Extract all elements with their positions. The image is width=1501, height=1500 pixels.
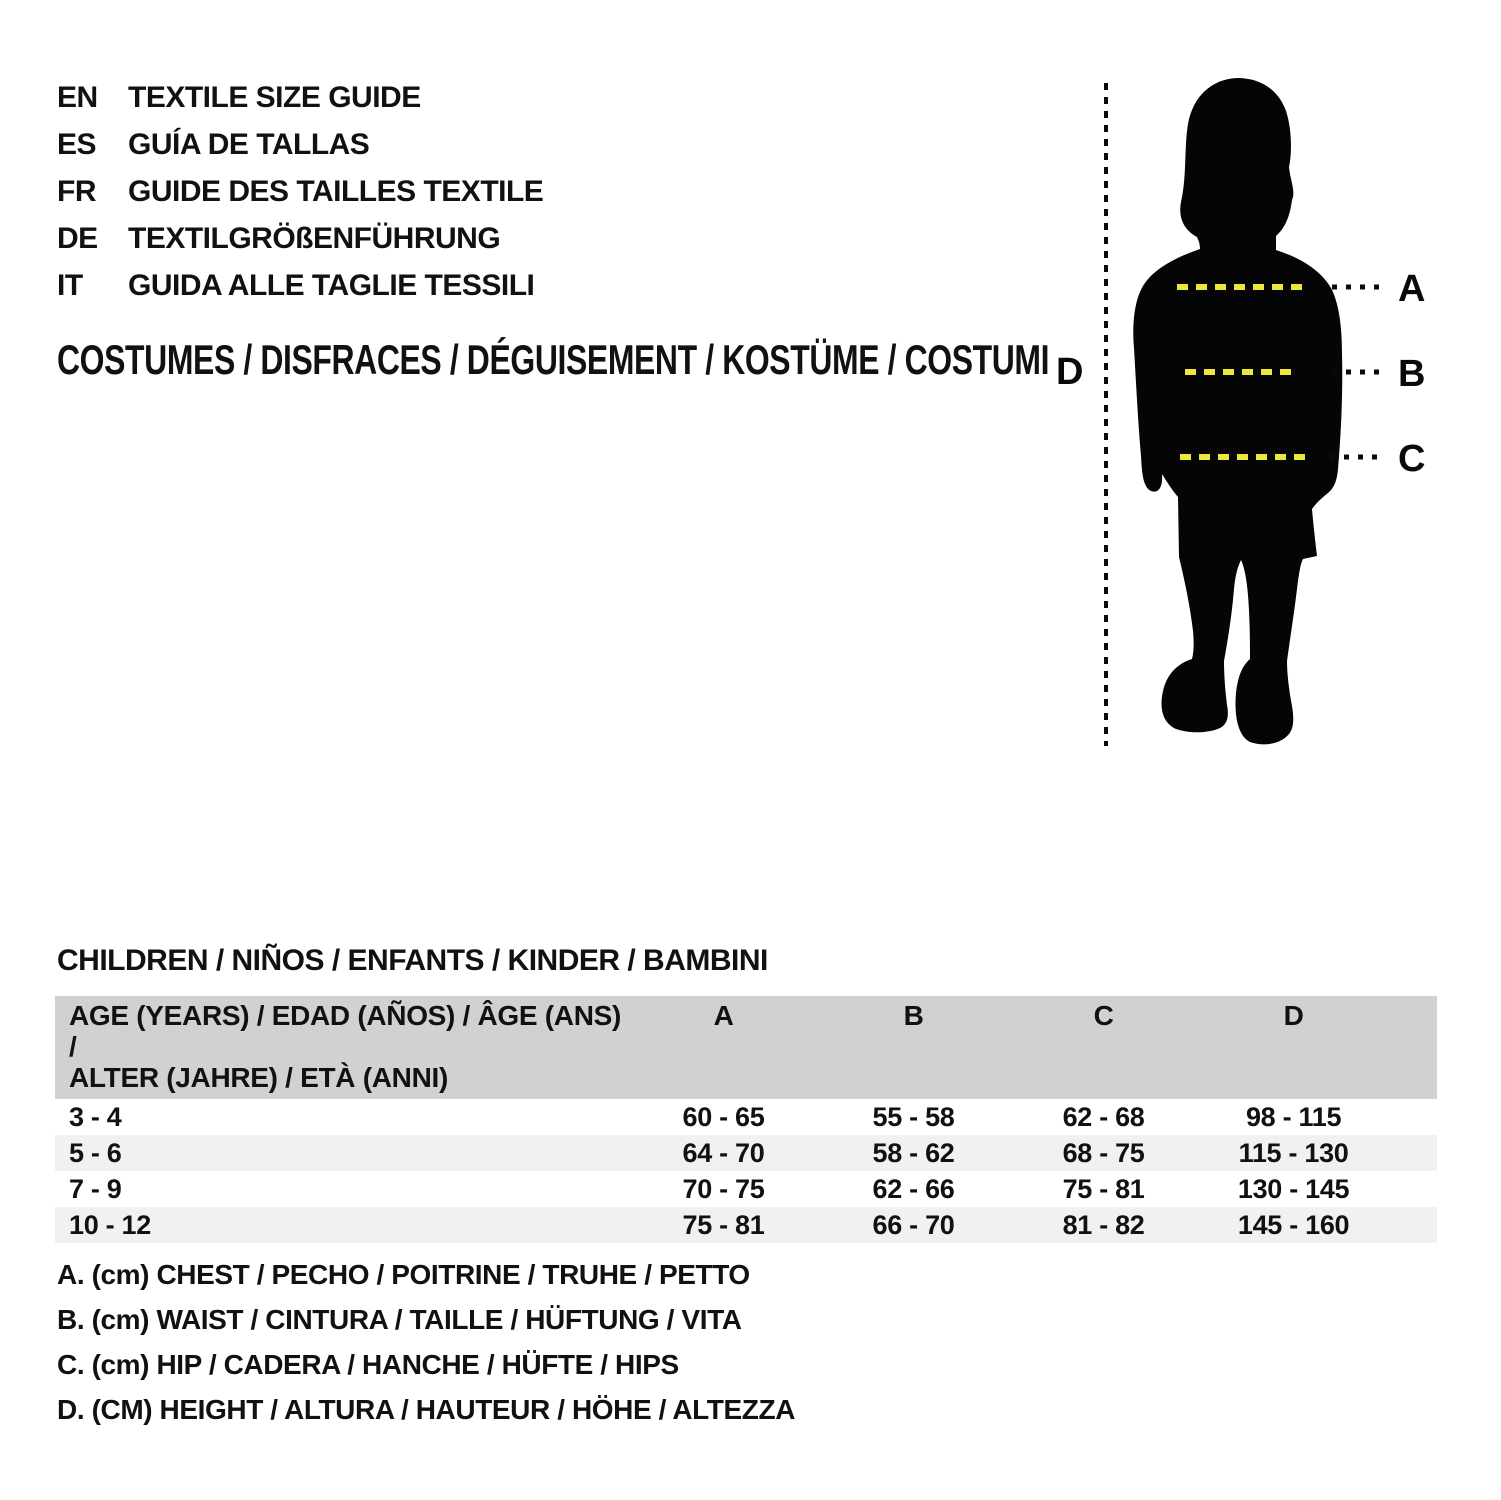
language-code: EN: [57, 80, 98, 114]
size-table-header: [55, 996, 1437, 1099]
age-column-header: [55, 996, 629, 1099]
column-header-b: B: [903, 1000, 924, 1031]
label-chest-a: A: [1398, 268, 1426, 310]
age-cell: 5 - 6: [69, 1137, 122, 1168]
language-title: TEXTILGRÖßENFÜHRUNG: [128, 221, 501, 255]
chest-cell: 75 - 81: [682, 1209, 765, 1240]
age-header-line1: AGE (YEARS) / EDAD (AÑOS) / ÂGE (ANS) /: [69, 1000, 622, 1062]
age-cell: 10 - 12: [69, 1209, 151, 1240]
waist-cell: 58 - 62: [872, 1137, 955, 1168]
label-waist-b: B: [1398, 353, 1426, 395]
waist-cell: 55 - 58: [872, 1101, 955, 1132]
language-title: GUÍA DE TALLAS: [128, 127, 370, 161]
chest-cell: 60 - 65: [682, 1101, 765, 1132]
language-row-it: [57, 262, 543, 309]
child-silhouette-icon: [1133, 78, 1342, 744]
size-table: [55, 996, 1437, 1243]
language-title: GUIDA ALLE TAGLIE TESSILI: [128, 268, 535, 302]
legend-height: D. (CM) HEIGHT / ALTURA / HAUTEUR / HÖHE / ALTEZZA: [57, 1393, 796, 1425]
page-title: COSTUMES / DISFRACES / DÉGUISEMENT / KOSTÜME / COSTUMI: [57, 336, 1050, 383]
legend-chest: A. (cm) CHEST / PECHO / POITRINE / TRUHE / PETTO: [57, 1258, 750, 1290]
language-row-es: [57, 121, 543, 168]
hip-cell: 68 - 75: [1062, 1137, 1145, 1168]
table-row: [55, 1099, 1437, 1135]
language-row-de: [57, 215, 543, 262]
chest-cell: 70 - 75: [682, 1173, 765, 1204]
table-caption: CHILDREN / NIÑOS / ENFANTS / KINDER / BAMBINI: [57, 944, 768, 977]
waist-cell: 62 - 66: [872, 1173, 955, 1204]
language-code: ES: [57, 127, 97, 161]
table-row: [55, 1135, 1437, 1171]
age-cell: 7 - 9: [69, 1173, 122, 1204]
column-header-a: A: [713, 1000, 734, 1031]
hip-cell: 81 - 82: [1062, 1209, 1145, 1240]
hip-cell: 62 - 68: [1062, 1101, 1145, 1132]
age-cell: 3 - 4: [69, 1101, 122, 1132]
language-code: IT: [57, 268, 83, 302]
measurement-legend: [57, 1252, 795, 1432]
label-hip-c: C: [1398, 438, 1426, 480]
height-cell: 115 - 130: [1238, 1137, 1349, 1168]
height-cell: 98 - 115: [1245, 1101, 1342, 1132]
language-code: FR: [57, 174, 96, 208]
hip-cell: 75 - 81: [1062, 1173, 1145, 1204]
height-cell: 145 - 160: [1237, 1209, 1350, 1240]
height-cell: 130 - 145: [1237, 1173, 1350, 1204]
legend-hip: C. (cm) HIP / CADERA / HANCHE / HÜFTE / HIPS: [57, 1348, 679, 1380]
language-row-fr: [57, 168, 543, 215]
language-title-list: [57, 74, 543, 309]
measurement-diagram: [1040, 60, 1500, 760]
label-height-d: D: [1056, 351, 1084, 393]
chest-cell: 64 - 70: [682, 1137, 765, 1168]
table-row: [55, 1207, 1437, 1243]
legend-waist: B. (cm) WAIST / CINTURA / TAILLE / HÜFTUNG / VITA: [57, 1303, 742, 1335]
column-header-d: D: [1283, 1000, 1304, 1031]
waist-cell: 66 - 70: [872, 1209, 955, 1240]
language-title: TEXTILE SIZE GUIDE: [128, 80, 421, 114]
table-row: [55, 1171, 1437, 1207]
language-row-en: [57, 74, 543, 121]
language-code: DE: [57, 221, 98, 255]
language-title: GUIDE DES TAILLES TEXTILE: [128, 174, 544, 208]
column-header-c: C: [1093, 1000, 1114, 1031]
age-header-line2: ALTER (JAHRE) / ETÀ (ANNI): [69, 1062, 448, 1093]
